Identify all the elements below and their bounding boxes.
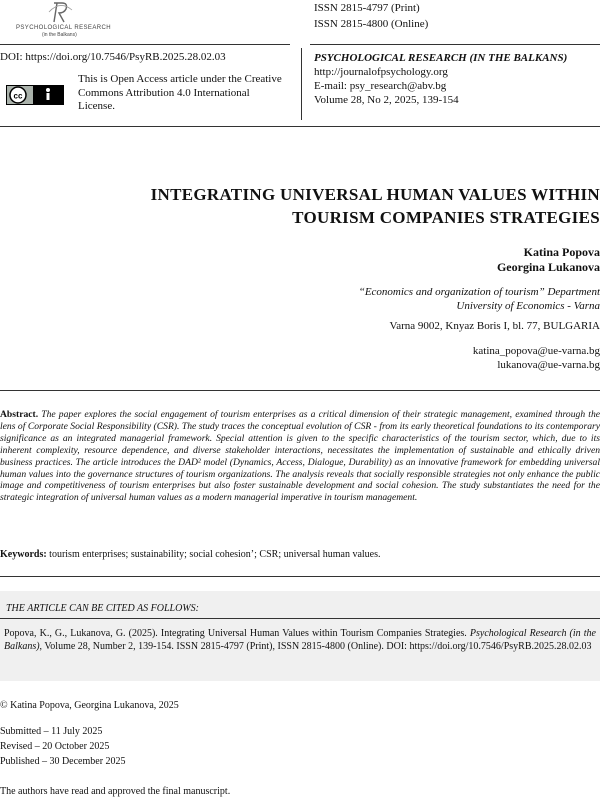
copyright: © Katina Popova, Georgina Lukanova, 2025	[0, 700, 179, 711]
header-divider-right	[310, 44, 600, 45]
affiliation-university: University of Economics - Varna	[456, 300, 600, 312]
keywords-text: tourism enterprises; sustainability; social cohesion’; CSR; universal human values.	[49, 549, 381, 560]
revised-date: Revised – 20 October 2025	[0, 741, 110, 752]
email-1[interactable]: katina_popova@ue-varna.bg	[472, 345, 600, 357]
journal-url[interactable]: http://journalofpsychology.org	[314, 66, 448, 78]
abstract-top-divider	[0, 390, 600, 391]
address: Varna 9002, Knyaz Boris I, bl. 77, BULGARIA	[389, 320, 600, 332]
keywords-label: Keywords:	[0, 549, 47, 560]
cc-by-badge-icon[interactable]	[6, 85, 64, 105]
citation-part-1: Popova, K., G., Lukanova, G. (2025). Integrating Universal Human Values within Tourism Companies Strategies.	[4, 628, 470, 639]
article-title	[40, 183, 600, 229]
doi-link[interactable]: DOI: https://doi.org/10.7546/PsyRB.2025.28.02.03	[0, 51, 226, 63]
published-date: Published – 30 December 2025	[0, 756, 126, 767]
keywords-bottom-divider	[0, 576, 600, 577]
header-bottom-divider	[0, 126, 600, 127]
citation-heading: THE ARTICLE CAN BE CITED AS FOLLOWS:	[6, 603, 199, 614]
logo-sub: (in the Balkans)	[42, 32, 77, 38]
submitted-date: Submitted – 11 July 2025	[0, 726, 103, 737]
keywords	[0, 549, 381, 560]
issn-online: ISSN 2815-4800 (Online)	[314, 18, 429, 30]
affiliation	[359, 285, 600, 313]
svg-text:cc: cc	[13, 91, 23, 101]
citation-divider	[0, 618, 600, 619]
title-line-1: INTEGRATING UNIVERSAL HUMAN VALUES WITHIN	[150, 185, 600, 204]
authors	[497, 245, 600, 275]
header-vertical-divider	[301, 48, 302, 120]
affiliation-department: “Economics and organization of tourism” Department	[358, 286, 600, 298]
journal-info	[314, 51, 567, 107]
citation-journal: Psychological Research (in the Balkans)	[4, 628, 596, 652]
issn-print: ISSN 2815-4797 (Print)	[314, 2, 420, 14]
journal-title: PSYCHOLOGICAL RESEARCH (IN THE BALKANS)	[314, 52, 568, 64]
author-2: Georgina Lukanova	[496, 260, 600, 274]
author-emails	[473, 345, 600, 372]
title-line-2: TOURISM COMPANIES STRATEGIES	[292, 208, 600, 227]
abstract-label: Abstract.	[0, 409, 39, 420]
citation-part-2: , Volume 28, Number 2, 139-154. ISSN 2815-4797 (Print), ISSN 2815-4800 (Online). DOI: https://doi.org/10.7546/PsyRB.2025.28.02.03	[39, 641, 592, 652]
abstract-text: The paper explores the social engagement of tourism enterprises as a critical dimension of their strategic management, examined through the lens of Corporate Social Responsibility (CSR). The study traces the conceptual evolution of CSR - from its early theoretical foundations to its contemporary significance as an integrated managerial framework. Special attention is given to the specific characteristics of the tourism sector, which, due to its inherent complexity, resource dependence, and diverse stakeholder interactions, necessitates the implementation of sustainable and ethically driven business practices. The article introduces the DAD² model (Dynamics, Access, Dialogue, Durability) as an innovative framework for embedding universal human values into the governance structures of tourism organizations. The analysis reveals that socially responsible strategies not only enhance the public image and competitiveness of tourism enterprises but also foster sustainable development and social cohesion. The study substantiates the need for the strategic integration of universal human values as a modern managerial imperative in tourism management.	[0, 409, 600, 504]
author-1: Katina Popova	[523, 245, 600, 259]
journal-volume: Volume 28, No 2, 2025, 139-154	[314, 94, 459, 106]
email-2[interactable]: lukanova@ue-varna.bg	[497, 358, 600, 371]
approval-statement: The authors have read and approved the final manuscript.	[0, 786, 231, 797]
manuscript-dates	[0, 724, 126, 769]
journal-logo-icon	[2, 0, 122, 40]
issn-block	[314, 0, 428, 32]
header-divider-left	[0, 44, 290, 45]
open-access-notice: This is Open Access article under the Creative Commons Attribution 4.0 International License.	[78, 73, 282, 112]
abstract	[0, 409, 600, 504]
journal-email[interactable]: E-mail: psy_research@abv.bg	[314, 80, 447, 92]
logo-name: PSYCHOLOGICAL RESEARCH	[16, 25, 111, 31]
citation-text	[4, 627, 596, 653]
